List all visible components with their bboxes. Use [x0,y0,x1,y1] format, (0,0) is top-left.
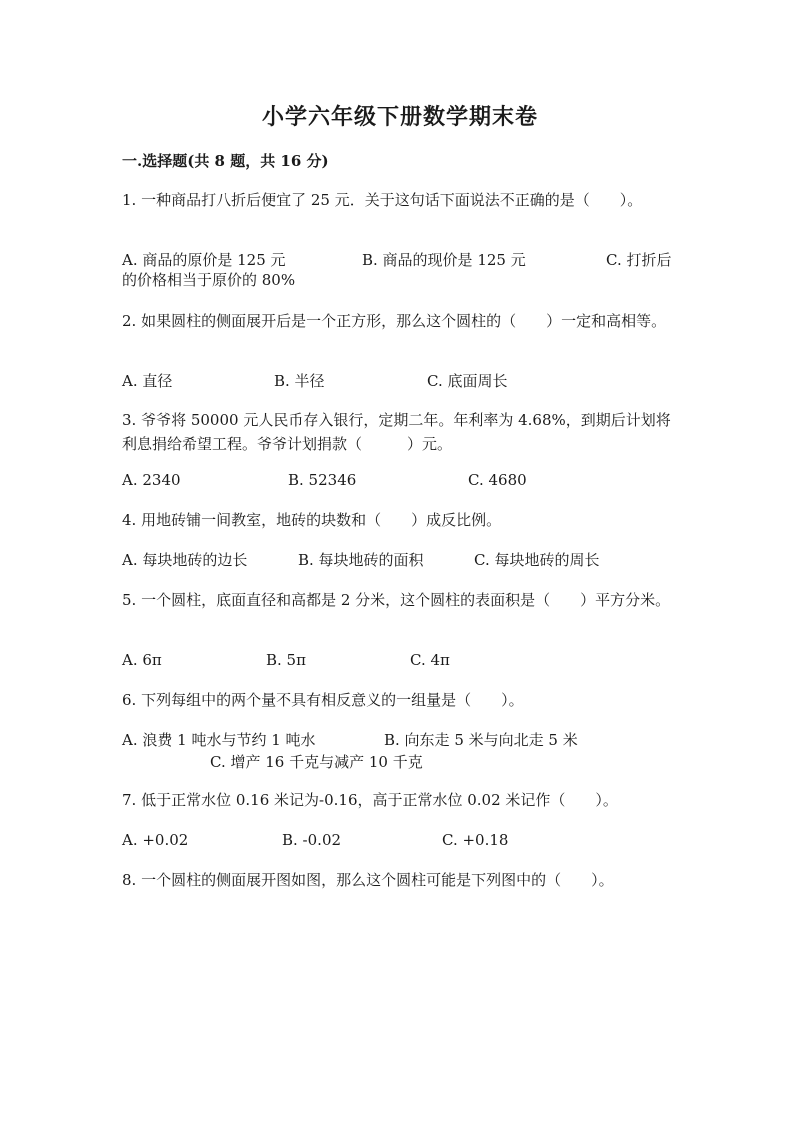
page-title: 小学六年级下册数学期末卷 [261,104,538,130]
question-6-text: 6. 下列每组中的两个量不具有相反意义的一组量是（ ）。 [122,691,524,709]
option-b: B. 5π [266,651,306,669]
option-c: C. 4680 [468,471,527,489]
question-3-text: 3. 爷爷将 50000 元人民币存入银行，定期二年。年利率为 4.68%，到期后计划将利息捐给希望工程。爷爷计划捐款（ ）元。 [122,411,671,453]
option-c-continued: 的价格相当于原价的 80% [122,271,296,289]
question-4-text: 4. 用地砖铺一间教室，地砖的块数和（ ）成反比例。 [122,511,502,529]
option-b: B. 52346 [288,471,357,489]
option-a: A. 2340 [122,471,181,489]
option-b: B. 商品的现价是 125 元 [362,251,526,269]
option-c: C. 4π [410,651,450,669]
option-a: A. +0.02 [122,831,189,849]
question-8-text: 8. 一个圆柱的侧面展开图如图，那么这个圆柱可能是下列图中的（ ）。 [122,871,614,889]
option-c: C. +0.18 [442,831,509,849]
question-1-text: 1. 一种商品打八折后便宜了 25 元．关于这句话下面说法不正确的是（ ）。 [122,191,643,209]
option-b: B. -0.02 [282,831,342,849]
option-a: A. 6π [122,651,162,669]
question-2-text: 2. 如果圆柱的侧面展开后是一个正方形，那么这个圆柱的（ ）一定和高相等。 [122,312,667,330]
option-a: A. 每块地砖的边长 [122,551,248,569]
option-a: A. 商品的原价是 125 元 [122,251,286,269]
question-5-text: 5. 一个圆柱，底面直径和高都是 2 分米，这个圆柱的表面积是（ ）平方分米。 [122,591,671,609]
option-b: B. 每块地砖的面积 [298,551,424,569]
option-c: C. 每块地砖的周长 [474,551,600,569]
section-heading: 一.选择题(共 8 题，共 16 分) [122,152,329,170]
option-a: A. 浪费 1 吨水与节约 1 吨水 [122,731,316,749]
option-c: C. 底面周长 [427,372,508,390]
option-c: C. 增产 16 千克与减产 10 千克 [210,753,423,771]
option-b: B. 向东走 5 米与向北走 5 米 [384,731,578,749]
option-a: A. 直径 [122,372,173,390]
option-b: B. 半径 [274,372,325,390]
question-7-text: 7. 低于正常水位 0.16 米记为-0.16，高于正常水位 0.02 米记作（ ）。 [122,791,618,809]
option-c: C. 打折后 [606,251,672,269]
